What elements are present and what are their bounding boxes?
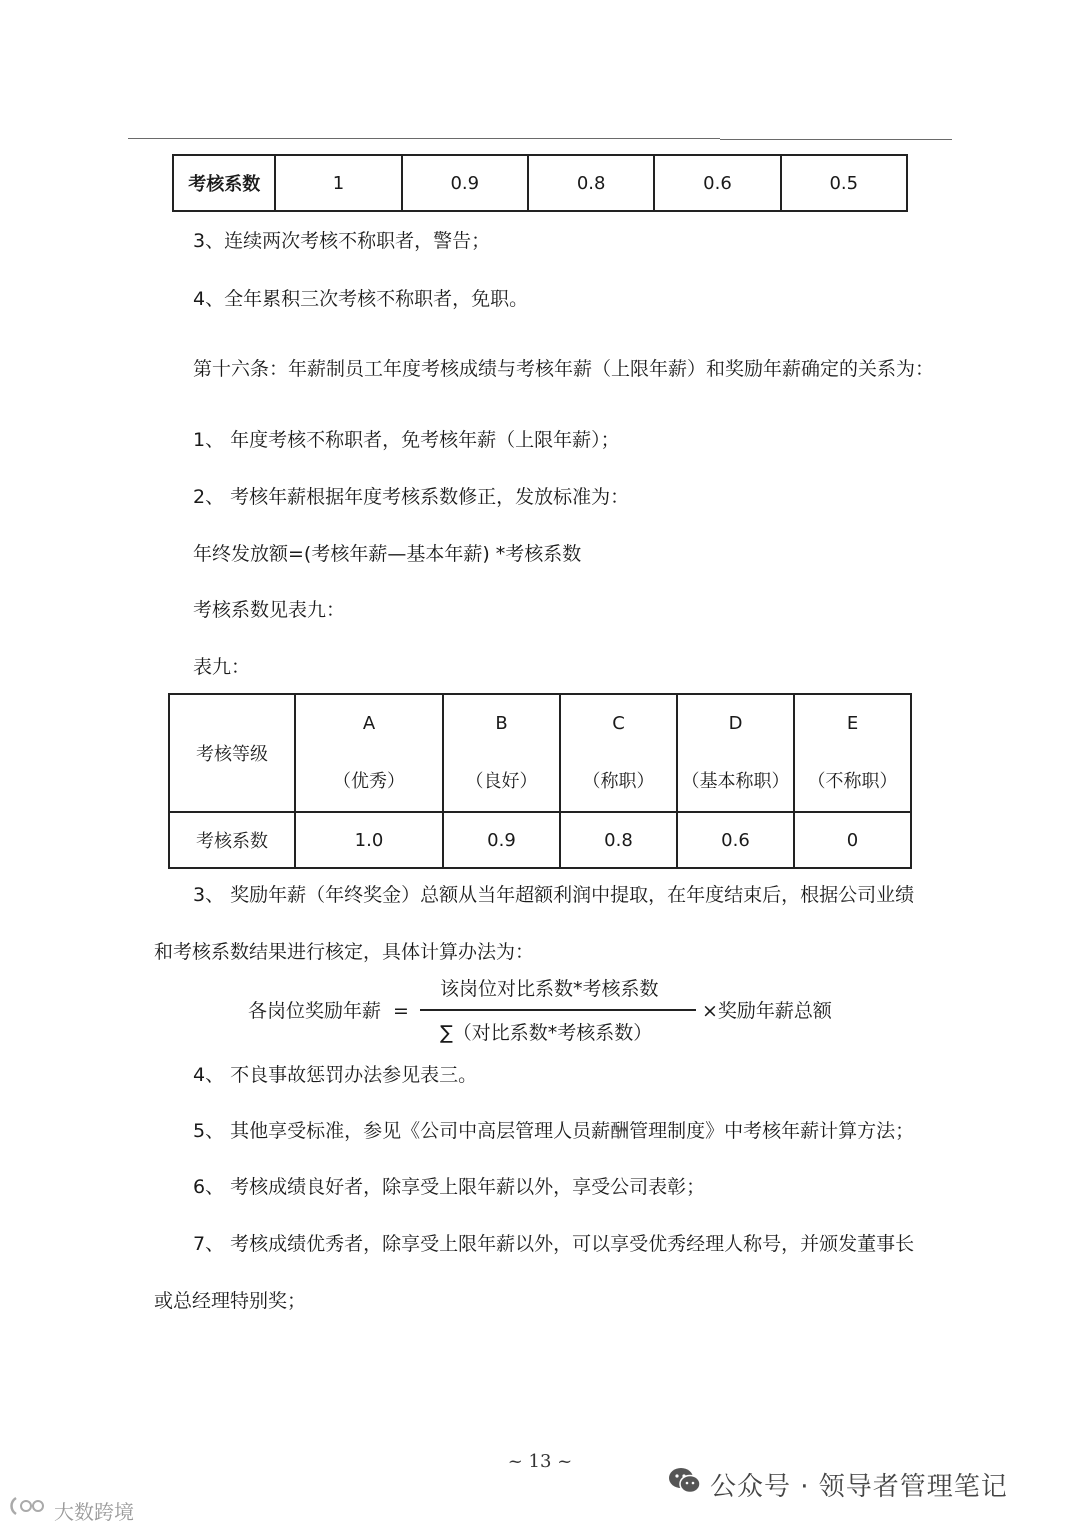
table-row [173,155,907,211]
watermark-account: 公众号 · 领导者管理笔记 [710,1472,1008,1502]
paragraph-4: 4、全年累积三次考核不称职者，免职。 [193,288,529,310]
fraction-bar [420,1009,696,1011]
table-cell: 0.5 [781,155,907,211]
grade-name: （良好） [465,771,538,792]
table-label-cell: 考核系数 [173,155,275,211]
item-7-line-2: 或总经理特别奖； [154,1290,307,1312]
coefficient-cell: 0.6 [677,812,794,868]
grade-name: （基本称职） [681,771,790,792]
grade-cell-b [443,694,560,812]
table-cell: 1 [275,155,401,211]
header-rule-left [128,138,720,139]
grade-cell-c [560,694,677,812]
grade-label-cell: 考核等级 [169,694,295,812]
table-nine-title: 表九： [193,656,251,678]
wechat-icon [668,1466,702,1496]
table-row [169,694,911,812]
page-number: ~ 13 ~ [507,1451,573,1472]
formula-equals: = [393,1000,409,1022]
watermark-brand: 大数跨境 [54,1500,134,1524]
coefficient-cell: 0 [794,812,911,868]
grade-letter: D [728,713,743,734]
header-rule-right [720,139,952,140]
grade-letter: E [846,713,859,734]
item-6: 6、 考核成绩良好者，除享受上限年薪以外，享受公司表彰； [193,1176,706,1198]
paragraph-3: 3、连续两次考核不称职者，警告； [193,230,491,252]
coefficient-cell: 0.8 [560,812,677,868]
item-4: 4、 不良事故惩罚办法参见表三。 [193,1064,478,1086]
top-coefficient-table [172,154,908,212]
formula-multiplier: ×奖励年薪总额 [702,1000,832,1022]
item-1: 1、 年度考核不称职者，免考核年薪（上限年薪）； [193,429,620,451]
grade-letter: A [362,713,376,734]
table-cell: 0.6 [654,155,780,211]
formula-denominator: ∑（对比系数*考核系数） [440,1022,653,1044]
formula-lhs: 各岗位奖励年薪 [248,1000,382,1022]
formula-numerator: 该岗位对比系数*考核系数 [440,978,659,1000]
grade-letter: C [612,713,625,734]
grade-name: （优秀） [333,771,405,792]
see-table-nine: 考核系数见表九： [193,599,346,621]
table-cell: 0.9 [402,155,528,211]
item-3-line-2: 和考核系数结果进行核定，具体计算办法为： [154,941,535,963]
coefficient-cell: 0.9 [443,812,560,868]
table-row [169,812,911,868]
year-end-formula: 年终发放额=(考核年薪—基本年薪) *考核系数 [193,543,582,565]
item-2: 2、 考核年薪根据年度考核系数修正，发放标准为： [193,486,630,508]
grade-name: （称职） [582,771,655,792]
article-16: 第十六条：年薪制员工年度考核成绩与考核年薪（上限年薪）和奖励年薪确定的关系为： [193,358,935,380]
item-7-line-1: 7、 考核成绩优秀者，除享受上限年薪以外，可以享受优秀经理人称号，并颁发董事长 [193,1233,915,1255]
grade-cell-a [295,694,443,812]
coefficient-cell: 1.0 [295,812,443,868]
grade-cell-e [794,694,911,812]
item-3-line-1: 3、 奖励年薪（年终奖金）总额从当年超额利润中提取，在年度结束后，根据公司业绩 [193,884,915,906]
grade-cell-d [677,694,794,812]
item-5: 5、 其他享受标准，参见《公司中高层管理人员薪酬管理制度》中考核年薪计算方法； [193,1120,915,1142]
grade-letter: B [495,713,508,734]
coefficient-label-cell: 考核系数 [169,812,295,868]
table-cell: 0.8 [528,155,654,211]
grade-name: （不称职） [807,771,898,792]
brand-logo-icon [8,1494,52,1518]
table-nine [168,693,912,869]
